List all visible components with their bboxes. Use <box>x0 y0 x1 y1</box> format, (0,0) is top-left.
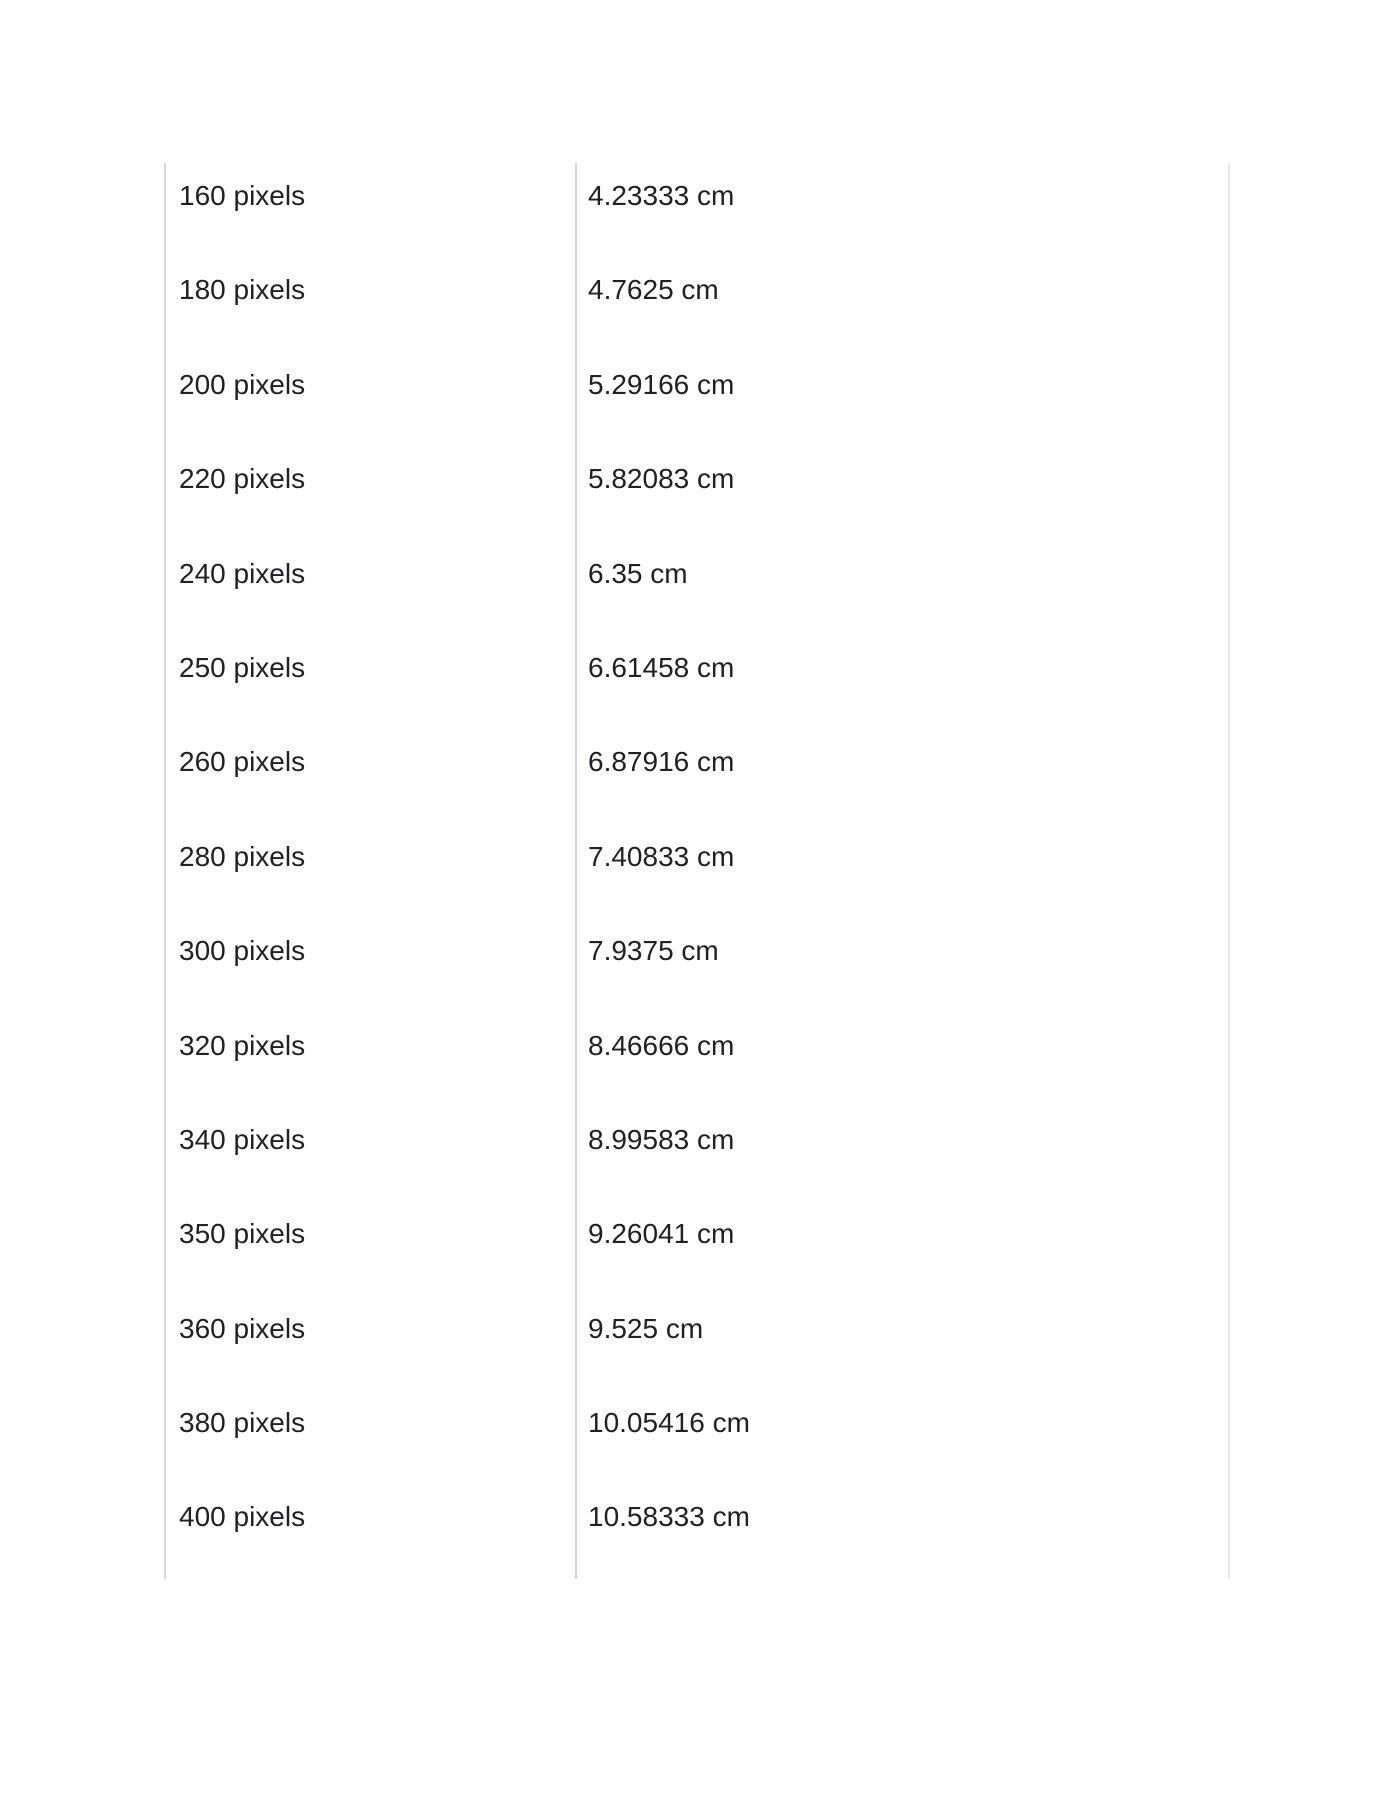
pixels-cell <box>165 163 576 257</box>
pixels-cell <box>165 257 576 351</box>
pixels-value: 380 pixels <box>179 1407 306 1439</box>
cm-cell <box>576 163 1229 257</box>
cm-cell <box>576 1201 1229 1295</box>
pixels-cell <box>165 541 576 635</box>
pixels-value: 160 pixels <box>179 180 306 211</box>
cm-cell <box>576 1484 1229 1578</box>
cm-cell <box>576 352 1229 446</box>
pixels-value: 400 pixels <box>179 1501 306 1533</box>
pixels-value: 240 pixels <box>179 557 306 589</box>
pixels-to-cm-table <box>164 163 1230 1579</box>
cm-value: 10.58333 cm <box>588 1501 750 1533</box>
pixels-cell <box>165 1296 576 1390</box>
pixels-cell <box>165 1013 576 1107</box>
cm-cell <box>576 1296 1229 1390</box>
table-row <box>165 1296 1229 1390</box>
cm-cell <box>576 257 1229 351</box>
cm-cell <box>576 824 1229 918</box>
cm-cell <box>576 1013 1229 1107</box>
cm-value: 6.35 cm <box>588 557 688 589</box>
pixels-value: 200 pixels <box>179 368 306 400</box>
cm-cell <box>576 1107 1229 1201</box>
table-row <box>165 824 1229 918</box>
cm-value: 5.82083 cm <box>588 463 735 495</box>
cm-value: 9.26041 cm <box>588 1218 735 1250</box>
cm-value: 8.46666 cm <box>588 1029 735 1061</box>
cm-value: 7.9375 cm <box>588 935 719 967</box>
table-row <box>165 257 1229 351</box>
pixels-value: 220 pixels <box>179 463 306 495</box>
table-row <box>165 1107 1229 1201</box>
table-row <box>165 729 1229 823</box>
table-row <box>165 163 1229 257</box>
pixels-cell <box>165 635 576 729</box>
cm-cell <box>576 1390 1229 1484</box>
pixels-cell <box>165 729 576 823</box>
cm-value: 4.7625 cm <box>588 274 719 306</box>
table-row <box>165 541 1229 635</box>
pixels-value: 250 pixels <box>179 651 306 683</box>
table-row <box>165 918 1229 1012</box>
cm-cell <box>576 918 1229 1012</box>
pixels-cell <box>165 918 576 1012</box>
cm-value: 4.23333 cm <box>588 180 735 211</box>
cm-value: 5.29166 cm <box>588 368 735 400</box>
cm-value: 7.40833 cm <box>588 840 735 872</box>
cm-value: 6.61458 cm <box>588 651 735 683</box>
cm-cell <box>576 541 1229 635</box>
pixels-cell <box>165 1390 576 1484</box>
pixels-cell <box>165 352 576 446</box>
cm-value: 6.87916 cm <box>588 746 735 778</box>
table-row <box>165 635 1229 729</box>
cm-cell <box>576 729 1229 823</box>
pixels-value: 300 pixels <box>179 935 306 967</box>
pixels-value: 360 pixels <box>179 1312 306 1344</box>
pixels-cell <box>165 1201 576 1295</box>
pixels-cell <box>165 1107 576 1201</box>
cm-cell <box>576 635 1229 729</box>
cm-value: 10.05416 cm <box>588 1407 750 1439</box>
pixels-value: 340 pixels <box>179 1123 306 1155</box>
pixels-cell <box>165 824 576 918</box>
cm-value: 9.525 cm <box>588 1312 704 1344</box>
pixels-value: 350 pixels <box>179 1218 306 1250</box>
table-row <box>165 1201 1229 1295</box>
cm-cell <box>576 446 1229 540</box>
table-row <box>165 1390 1229 1484</box>
table-row <box>165 1484 1229 1578</box>
table-row <box>165 1013 1229 1107</box>
cm-value: 8.99583 cm <box>588 1123 735 1155</box>
pixels-cell <box>165 446 576 540</box>
pixels-value: 180 pixels <box>179 274 306 306</box>
pixels-value: 320 pixels <box>179 1029 306 1061</box>
table-body <box>165 163 1229 1579</box>
pixels-cell <box>165 1484 576 1578</box>
pixels-value: 280 pixels <box>179 840 306 872</box>
pixels-value: 260 pixels <box>179 746 306 778</box>
table-row <box>165 352 1229 446</box>
table-row <box>165 446 1229 540</box>
